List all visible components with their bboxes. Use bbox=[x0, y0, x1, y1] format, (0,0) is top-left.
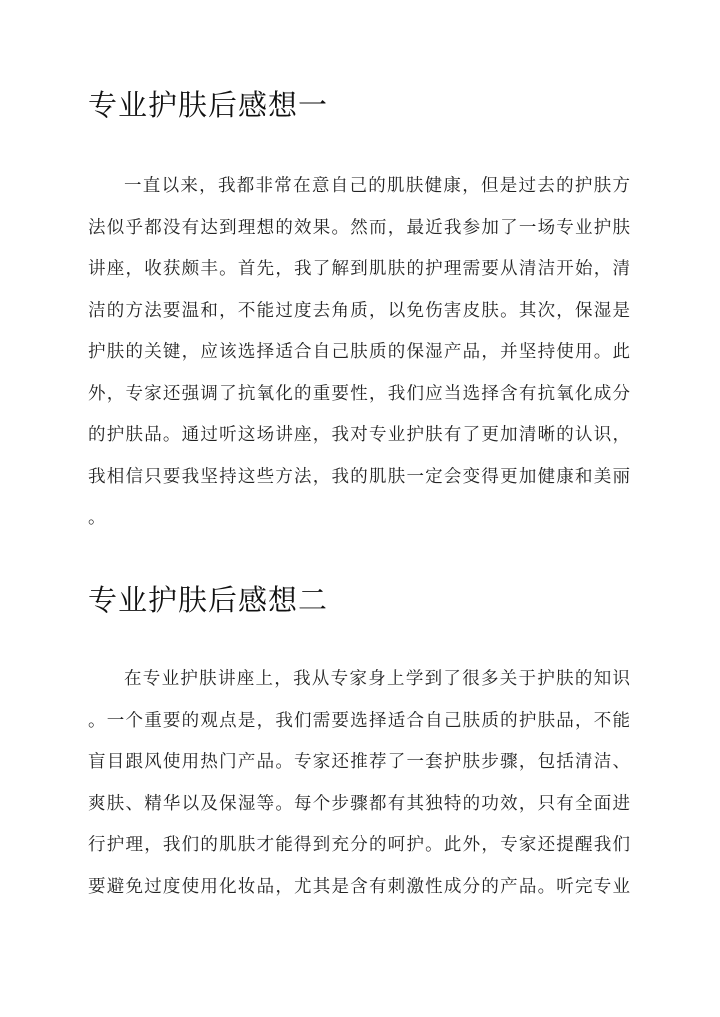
paragraph-line: 法似乎都没有达到理想的效果。然而，最近我参加了一场专业护肤 bbox=[88, 217, 630, 238]
paragraph-line: 要避免过度使用化妆品，尤其是含有刺激性成分的产品。听完专业 bbox=[88, 876, 630, 897]
paragraph-line: 护肤的关键，应该选择适合自己肤质的保湿产品，并坚持使用。此 bbox=[88, 342, 630, 362]
paragraph-line: 行护理，我们的肌肤才能得到充分的呵护。此外，专家还提醒我们 bbox=[88, 835, 630, 855]
paragraph-line: 盲目跟风使用热门产品。专家还推荐了一套护肤步骤，包括清洁、 bbox=[88, 752, 630, 772]
paragraph-line: 。 bbox=[88, 508, 106, 528]
paragraph-line: 外，专家还强调了抗氧化的重要性，我们应当选择含有抗氧化成分 bbox=[88, 383, 630, 404]
paragraph-line: 。一个重要的观点是，我们需要选择适合自己肤质的护肤品，不能 bbox=[88, 710, 630, 731]
section-2-paragraph bbox=[88, 659, 630, 908]
paragraph-line: 一直以来，我都非常在意自己的肌肤健康，但是过去的护肤方 bbox=[124, 176, 630, 196]
paragraph-line: 爽肤、精华以及保湿等。每个步骤都有其独特的功效，只有全面进 bbox=[88, 793, 630, 814]
section-1-paragraph bbox=[88, 166, 630, 540]
paragraph-line: 我相信只要我坚持这些方法，我的肌肤一定会变得更加健康和美丽 bbox=[88, 466, 630, 487]
section-2-heading: 专业护肤后感想二 bbox=[88, 583, 329, 617]
paragraph-line: 讲座，收获颇丰。首先，我了解到肌肤的护理需要从清洁开始，清 bbox=[88, 259, 630, 279]
paragraph-line: 洁的方法要温和，不能过度去角质，以免伤害皮肤。其次，保湿是 bbox=[88, 300, 630, 321]
section-1-heading: 专业护肤后感想一 bbox=[88, 88, 329, 122]
paragraph-line: 在专业护肤讲座上，我从专家身上学到了很多关于护肤的知识 bbox=[124, 669, 630, 689]
paragraph-line: 的护肤品。通过听这场讲座，我对专业护肤有了更加清晰的认识， bbox=[88, 425, 630, 445]
